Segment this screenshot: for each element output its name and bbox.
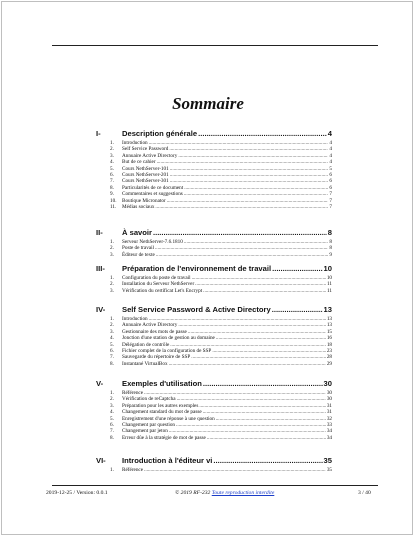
- toc-leader: [188, 329, 326, 335]
- toc-section-page: 35: [323, 456, 332, 465]
- toc-entry-number: 5.: [110, 341, 114, 348]
- toc-entry[interactable]: [110, 322, 332, 328]
- toc-entry-number: 6.: [110, 348, 114, 354]
- toc-entry-number: 7.: [110, 354, 114, 361]
- footer-rule: [52, 485, 378, 486]
- toc-entry-title: Cours NethServer-101: [122, 165, 169, 172]
- toc-entry-number: 8.: [110, 434, 114, 441]
- toc-entry-title: Fichier complet de la configuration de SSP: [122, 348, 212, 354]
- toc-leader: [178, 322, 326, 328]
- toc-entry-title: Changement par jeton: [122, 428, 168, 435]
- toc-entry-title: Cours NethServer-201: [122, 172, 169, 178]
- toc-entry-number: 1.: [110, 275, 114, 281]
- toc-entry[interactable]: [110, 422, 332, 428]
- toc-entry-title: Vérification du certificat Let's Encrypt: [122, 287, 203, 294]
- toc-leader: [157, 159, 329, 165]
- toc-entry-page: 13: [326, 322, 332, 329]
- toc-leader: [272, 305, 323, 314]
- footer-date-version: 2019-12-25 / Version: 0.0.1: [46, 490, 108, 496]
- footer-copyright: [175, 490, 274, 496]
- toc-entry-page: 7: [329, 204, 332, 210]
- toc-section-title: Préparation de l'environnement de travail: [122, 264, 272, 273]
- toc-entry[interactable]: [110, 342, 332, 348]
- toc-section[interactable]: [96, 129, 332, 138]
- toc-entry-number: 4.: [110, 335, 114, 342]
- toc-entry-title: Référence: [122, 467, 144, 473]
- toc-entry-number: 6.: [110, 172, 114, 178]
- toc-entry-title: Installation du Serveur NethServer: [122, 281, 195, 288]
- toc-entry-page: 31: [326, 409, 332, 416]
- toc-leader: [155, 204, 328, 210]
- toc-entry-number: 2.: [110, 396, 114, 403]
- toc-section-page: 30: [323, 379, 332, 388]
- toc-entry-page: 30: [326, 390, 332, 396]
- toc-entry[interactable]: [110, 166, 332, 172]
- toc-entry-page: 7: [329, 191, 332, 198]
- toc-entry-title: Boutique Micronator: [122, 197, 166, 204]
- toc-entry-number: 7.: [110, 428, 114, 435]
- toc-section-page: 8: [327, 228, 332, 237]
- toc-leader: [144, 467, 326, 473]
- toc-entry-number: 9.: [110, 191, 114, 198]
- toc-leader: [272, 264, 322, 273]
- toc-entry-number: 6.: [110, 422, 114, 428]
- toc-entry-title: Introduction: [122, 140, 148, 146]
- toc-entry-page: 9: [329, 251, 332, 258]
- toc-entry[interactable]: [110, 409, 332, 415]
- toc-leader: [199, 403, 325, 409]
- toc-entry[interactable]: [110, 204, 332, 210]
- toc-entry-page: 15: [326, 328, 332, 335]
- toc-leader: [177, 396, 326, 402]
- toc-entry[interactable]: [110, 435, 332, 441]
- toc-section-title: Description générale: [122, 129, 198, 138]
- toc-entry-number: 11.: [110, 204, 117, 210]
- toc-entry-number: 1.: [110, 239, 114, 245]
- footer-reproduction-link[interactable]: Toute reproduction interdite: [211, 490, 275, 496]
- toc-leader: [170, 172, 329, 178]
- toc-section-page: 13: [323, 305, 332, 314]
- toc-leader: [192, 275, 326, 281]
- toc-entry-number: 8.: [110, 184, 114, 191]
- toc-leader: [216, 416, 326, 422]
- toc-leader: [156, 252, 329, 258]
- page-title: Sommaire: [172, 94, 244, 113]
- toc-entry[interactable]: [110, 178, 332, 184]
- toc-entry-number: 3.: [110, 251, 114, 258]
- toc-entry-page: 4: [329, 159, 332, 166]
- toc-leader: [198, 129, 327, 138]
- toc-entry-title: Erreur dûe à la stratégie de mot de passe: [122, 434, 206, 441]
- toc-entry-title: But de ce cahier: [122, 159, 156, 166]
- toc-entry-title: Préparation pour les autres exemples: [122, 402, 199, 409]
- toc-leader: [207, 435, 326, 441]
- toc-entry-page: 6: [329, 178, 332, 185]
- toc-entry-title: Vérification de reCaptcha: [122, 396, 176, 403]
- toc-leader: [216, 335, 326, 341]
- toc-section[interactable]: [96, 379, 332, 388]
- toc-leader: [169, 361, 326, 367]
- toc-entry-number: 2.: [110, 245, 114, 252]
- toc-leader: [155, 245, 328, 251]
- toc-entry-page: 13: [326, 316, 332, 322]
- toc-section-title: Self Service Password & Active Directory: [122, 305, 271, 314]
- toc-entry[interactable]: [110, 275, 332, 281]
- toc-entry-page: 11: [327, 281, 332, 288]
- toc-entry[interactable]: [110, 239, 332, 245]
- toc-entry-title: Particularités de ce document: [122, 184, 184, 191]
- toc-entry-page: 6: [329, 184, 332, 191]
- toc-entry-title: Changement par question: [122, 422, 176, 428]
- toc-entry-page: 30: [326, 396, 332, 403]
- toc-section[interactable]: [96, 228, 332, 237]
- toc-entry[interactable]: [110, 146, 332, 152]
- toc-leader: [213, 456, 322, 465]
- toc-entry-title: Médias sociaux: [122, 204, 155, 210]
- toc-entry-page: 33: [326, 422, 332, 428]
- toc-entry[interactable]: [110, 245, 332, 251]
- toc-entry[interactable]: [110, 172, 332, 178]
- toc-entry-page: 4: [329, 152, 332, 159]
- toc-section-number: I-: [96, 129, 101, 138]
- toc-entry-number: 3.: [110, 402, 114, 409]
- toc-section-title: Exemples d'utilisation: [122, 379, 202, 388]
- toc-entry-number: 3.: [110, 152, 114, 159]
- toc-entry-number: 1.: [110, 390, 114, 396]
- toc-entry-page: 5: [329, 165, 332, 172]
- toc-entry-number: 3.: [110, 287, 114, 294]
- toc-entry-page: 23: [326, 348, 332, 354]
- toc-entry-title: Self Service Password: [122, 146, 169, 153]
- toc-section-page: 4: [327, 129, 332, 138]
- footer-copyright-text: © 2019 RF-232: [175, 490, 211, 496]
- toc-entry-title: Annuaire Active Directory: [122, 322, 178, 329]
- toc-entry-number: 5.: [110, 415, 114, 422]
- toc-entry-title: Changement standard du mot de passe: [122, 409, 202, 416]
- toc-leader: [184, 239, 329, 245]
- toc-entry-number: 5.: [110, 165, 114, 172]
- toc-entry-page: 4: [329, 146, 332, 153]
- toc-leader: [149, 140, 329, 146]
- toc-leader: [184, 185, 328, 191]
- toc-entry-title: Enregistrement d'une réponse à une question: [122, 415, 215, 422]
- toc-leader: [184, 191, 329, 197]
- toc-entry-title: Cours NethServer-301: [122, 178, 169, 185]
- toc-entry-page: 35: [326, 467, 332, 473]
- toc-entry-title: Référence: [122, 390, 144, 396]
- toc-leader: [169, 146, 328, 152]
- toc-entry[interactable]: [110, 354, 332, 360]
- toc-entry-page: 31: [326, 402, 332, 409]
- toc-entry-page: 34: [326, 434, 332, 441]
- toc-entry-page: 34: [326, 428, 332, 435]
- toc-leader: [170, 342, 326, 348]
- toc-entry[interactable]: [110, 159, 332, 165]
- toc-entry-page: 28: [326, 354, 332, 361]
- toc-entry-page: 7: [329, 197, 332, 204]
- toc-leader: [167, 198, 329, 204]
- toc-entry-title: Gestionnaire des mots de passe: [122, 328, 187, 335]
- toc-entry[interactable]: [110, 467, 332, 473]
- toc-entry[interactable]: [110, 316, 332, 322]
- toc-leader: [195, 281, 326, 287]
- toc-entry-title: Poste de travail: [122, 245, 154, 252]
- toc-entry-number: 1.: [110, 140, 114, 146]
- toc-entry-number: 3.: [110, 328, 114, 335]
- toc-section-title: Introduction à l'éditeur vi: [122, 456, 213, 465]
- toc-entry-title: Annuaire Active Directory: [122, 152, 178, 159]
- toc-entry-page: 11: [327, 287, 332, 294]
- toc-entry-page: 8: [329, 239, 332, 245]
- toc-entry[interactable]: [110, 153, 332, 159]
- toc-entry-page: 8: [329, 245, 332, 252]
- toc-leader: [212, 348, 325, 354]
- toc-entry[interactable]: [110, 191, 332, 197]
- toc-entry[interactable]: [110, 329, 332, 335]
- toc-entry[interactable]: [110, 403, 332, 409]
- toc-entry-title: Instantané VirtualBox: [122, 360, 168, 367]
- toc-entry[interactable]: [110, 252, 332, 258]
- toc-entry-page: 29: [326, 360, 332, 367]
- toc-section-number: V-: [96, 379, 104, 388]
- toc-section[interactable]: [96, 456, 332, 465]
- toc-entry-number: 2.: [110, 146, 114, 153]
- toc-leader: [203, 409, 326, 415]
- toc-entry-title: Introduction: [122, 316, 148, 322]
- toc-leader: [191, 354, 326, 360]
- toc-leader: [169, 428, 326, 434]
- toc-entry-title: Délégation de contrôle: [122, 341, 170, 348]
- toc-entry-number: 2.: [110, 322, 114, 329]
- toc-entry[interactable]: [110, 428, 332, 434]
- toc-entry-number: 7.: [110, 178, 114, 185]
- header-rule: [52, 45, 378, 46]
- toc-entry-number: 2.: [110, 281, 114, 288]
- toc-entry[interactable]: [110, 198, 332, 204]
- toc-entry[interactable]: [110, 361, 332, 367]
- toc-entry-number: 8.: [110, 360, 114, 367]
- toc-section-number: IV-: [96, 305, 106, 314]
- footer-page-number: 3 / 40: [358, 490, 371, 496]
- toc-entry-number: 1.: [110, 316, 114, 322]
- toc-entry-number: 1.: [110, 467, 114, 473]
- toc-section-number: VI-: [96, 456, 106, 465]
- toc-entry-page: 16: [326, 335, 332, 342]
- toc-entry-title: Commentaires et suggestions: [122, 191, 183, 198]
- toc-leader: [203, 288, 326, 294]
- toc-entry-title: Serveur NethServer-7.6.1810: [122, 239, 183, 245]
- toc-entry-page: 4: [329, 140, 332, 146]
- toc-section[interactable]: [96, 264, 332, 273]
- toc-entry-page: 10: [326, 275, 332, 281]
- toc-entry-title: Jonction d'une station de gestion au domaine: [122, 335, 215, 342]
- toc-leader: [176, 422, 326, 428]
- toc-entry-page: 18: [326, 341, 332, 348]
- toc-leader: [149, 316, 326, 322]
- toc-entry[interactable]: [110, 281, 332, 287]
- toc-section[interactable]: [96, 305, 332, 314]
- toc-entry-number: 10.: [110, 197, 117, 204]
- toc-entry[interactable]: [110, 348, 332, 354]
- toc-leader: [178, 153, 328, 159]
- toc-entry[interactable]: [110, 185, 332, 191]
- toc-section-page: 10: [323, 264, 332, 273]
- toc-section-title: À savoir: [122, 228, 152, 237]
- toc-entry[interactable]: [110, 396, 332, 402]
- toc-leader: [170, 166, 329, 172]
- toc-entry-title: Configuration du poste de travail: [122, 275, 191, 281]
- toc-entry-title: Sauvegarde du répertoire de SSP: [122, 354, 191, 361]
- toc-entry[interactable]: [110, 416, 332, 422]
- toc-section-number: III-: [96, 264, 105, 273]
- toc-leader: [170, 178, 329, 184]
- toc-entry-page: 32: [326, 415, 332, 422]
- toc-entry-title: Éditeur de texte: [122, 251, 155, 258]
- toc-entry[interactable]: [110, 335, 332, 341]
- toc-entry-number: 4.: [110, 409, 114, 416]
- toc-entry-page: 6: [329, 172, 332, 178]
- toc-entry[interactable]: [110, 288, 332, 294]
- toc-leader: [153, 228, 327, 237]
- toc-entry-number: 4.: [110, 159, 114, 166]
- toc-section-number: II-: [96, 228, 103, 237]
- toc-leader: [203, 379, 323, 388]
